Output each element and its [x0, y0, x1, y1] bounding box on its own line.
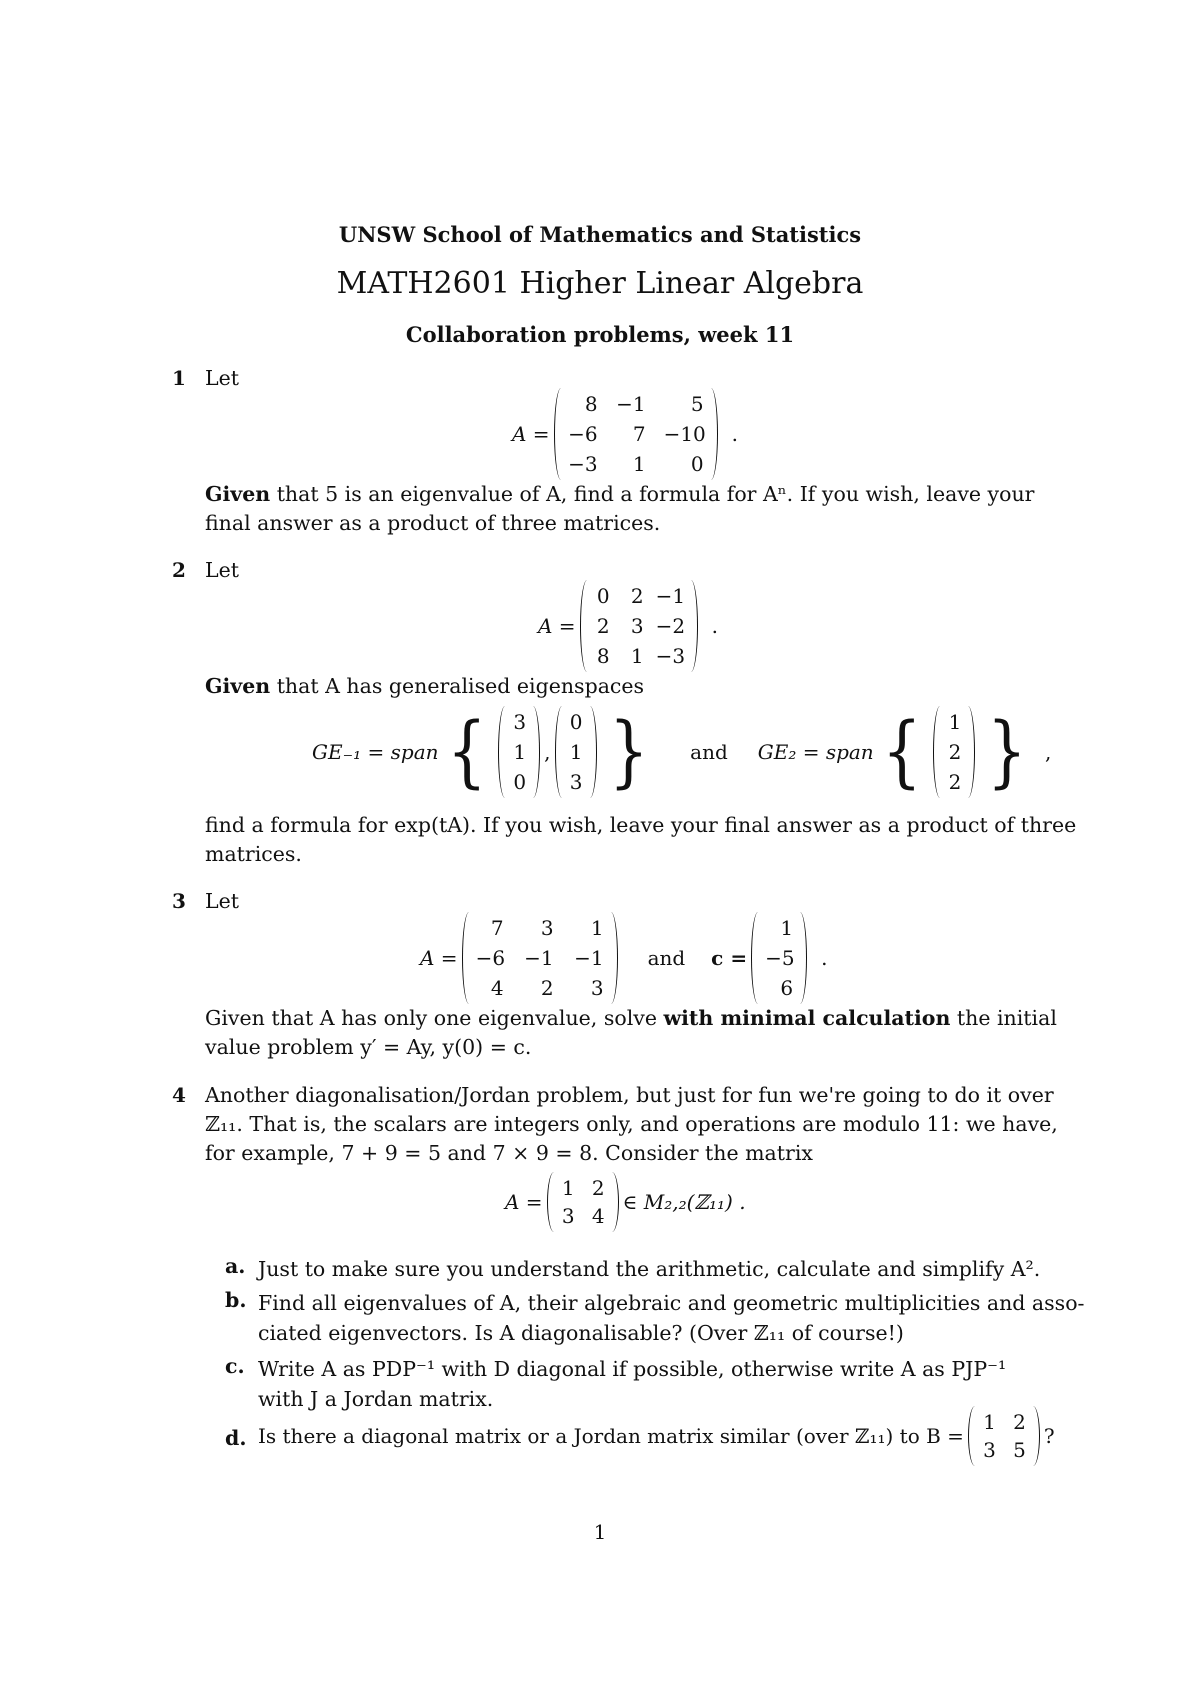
problem-2-text-line-2: matrices. — [205, 842, 302, 866]
ge1-vector-2: 0 1 3 — [555, 706, 597, 798]
problem-1-number: 1 — [172, 366, 186, 390]
problem-2-given: Given that A has generalised eigenspaces — [205, 674, 645, 698]
matrix-a: 0 2 −1 2 3 −2 8 1 −3 — [580, 580, 698, 672]
page-number: 1 — [593, 1520, 607, 1544]
problem-3-matrix-equation: A = 7 3 1 −6 −1 −1 4 2 3 and c = 1 −5 6 . — [420, 912, 827, 1004]
part-d-label: d. — [225, 1426, 247, 1450]
problem-2-eigenspaces: GE₋₁ = span { 3 1 0 , 0 1 3 } and GE₂ = span { 1 2 2 } , — [312, 707, 1052, 797]
sheet-subtitle: Collaboration problems, week 11 — [405, 322, 795, 347]
part-b-text-2: ciated eigenvectors. Is A diagonalisable? (Over ℤ₁₁ of course!) — [258, 1321, 904, 1345]
part-c-label: c. — [225, 1354, 245, 1378]
part-a-text: Just to make sure you understand the arithmetic, calculate and simplify A². — [258, 1257, 1041, 1281]
part-b-label: b. — [225, 1288, 247, 1312]
matrix-a: 8 −1 5 −6 7 −10 −3 1 0 — [554, 388, 718, 480]
problem-3-intro: Let — [205, 889, 239, 913]
course-title: MATH2601 Higher Linear Algebra — [336, 266, 864, 301]
matrix-b: 1 2 3 5 — [968, 1406, 1040, 1466]
problem-2-intro: Let — [205, 558, 239, 582]
part-b-text: Find all eigenvalues of A, their algebraic and geometric multiplicities and asso- — [258, 1291, 1085, 1315]
problem-1-text-line-1: Given that 5 is an eigenvalue of A, find a formula for Aⁿ. If you wish, leave your — [205, 482, 1035, 506]
ge1-vector-1: 3 1 0 — [498, 706, 540, 798]
vector-c: 1 −5 6 — [751, 912, 807, 1004]
problem-2-matrix-equation: A = 0 2 −1 2 3 −2 8 1 −3 . — [538, 580, 718, 672]
problem-4-matrix-equation: A = 1 2 3 4 ∈ M₂,₂(ℤ₁₁) . — [505, 1172, 746, 1232]
problem-4-line-1: Another diagonalisation/Jordan problem, but just for fun we're going to do it over — [205, 1083, 1054, 1107]
problem-1-intro: Let — [205, 366, 239, 390]
ge2-vector: 1 2 2 — [933, 706, 975, 798]
problem-1-matrix-equation: A = 8 −1 5 −6 7 −10 −3 1 0 . — [512, 388, 738, 480]
matrix-label: A = — [512, 422, 550, 446]
part-c-text-2: with J a Jordan matrix. — [258, 1387, 494, 1411]
part-a-label: a. — [225, 1254, 246, 1278]
department-heading: UNSW School of Mathematics and Statistics — [338, 222, 862, 247]
problem-3-text-line-2: value problem y′ = Ay, y(0) = c. — [205, 1035, 532, 1059]
problem-3-text-line-1: Given that A has only one eigenvalue, solve with minimal calculation the initial — [205, 1006, 1057, 1030]
problem-1-text-line-2: final answer as a product of three matrices. — [205, 511, 661, 535]
problem-2-text-line-1: find a formula for exp(tA). If you wish, leave your final answer as a product of three — [205, 813, 1077, 837]
problem-4-line-2: ℤ₁₁. That is, the scalars are integers only, and operations are modulo 11: we have, — [205, 1112, 1058, 1136]
problem-4-number: 4 — [172, 1083, 186, 1107]
problem-3-number: 3 — [172, 889, 186, 913]
part-c-text: Write A as PDP⁻¹ with D diagonal if possible, otherwise write A as PJP⁻¹ — [258, 1357, 1007, 1381]
problem-2-number: 2 — [172, 558, 186, 582]
matrix-a: 7 3 1 −6 −1 −1 4 2 3 — [462, 912, 618, 1004]
matrix-a: 1 2 3 4 — [547, 1172, 619, 1232]
problem-4-line-3: for example, 7 + 9 = 5 and 7 × 9 = 8. Consider the matrix — [205, 1141, 813, 1165]
part-d-text: Is there a diagonal matrix or a Jordan matrix similar (over ℤ₁₁) to B = 1 2 3 5 ? — [258, 1406, 1055, 1466]
